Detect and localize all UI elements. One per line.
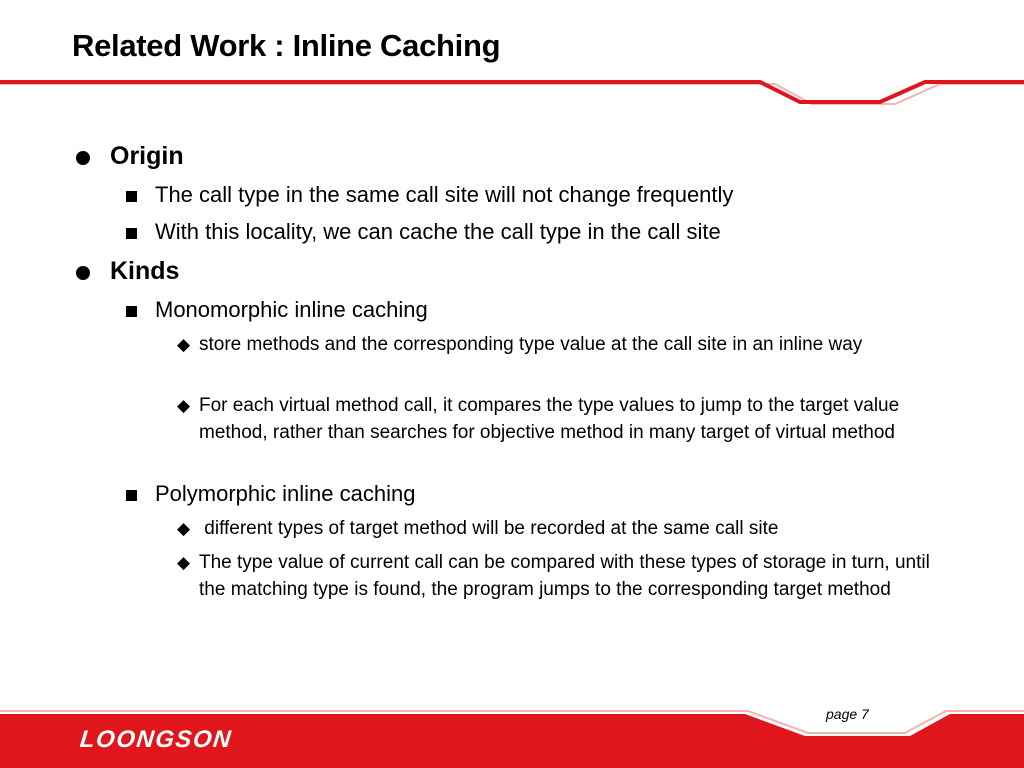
sub-list-item: For each virtual method call, it compares the type values to jump to the target value method, rather than searches for objective method in many target of virtual method bbox=[199, 395, 900, 443]
sub-list-item: The type value of current call can be compared with these types of storage in turn, until the matching type is found, the program jumps to the corresponding target method bbox=[199, 552, 930, 600]
sub-list-item: store methods and the corresponding type value at the call site in an inline way bbox=[199, 334, 863, 355]
filled-square-icon bbox=[126, 191, 137, 202]
filled-circle-icon bbox=[76, 151, 90, 165]
filled-circle-icon bbox=[76, 266, 90, 280]
page-number: page 7 bbox=[826, 706, 869, 722]
filled-square-icon bbox=[126, 306, 137, 317]
diamond-icon: ◆ bbox=[177, 396, 191, 415]
list-item: The call type in the same call site will not change frequently bbox=[155, 182, 734, 207]
section-heading-origin: Origin bbox=[110, 142, 184, 170]
sub-list-item: different types of target method will be recorded at the same call site bbox=[199, 518, 779, 539]
list-item: With this locality, we can cache the call type in the call site bbox=[155, 219, 721, 244]
diamond-icon: ◆ bbox=[177, 335, 191, 354]
list-item: Monomorphic inline caching bbox=[155, 297, 428, 322]
list-item: Polymorphic inline caching bbox=[155, 481, 416, 506]
diamond-icon: ◆ bbox=[177, 519, 191, 538]
loongson-logo: LOONGSON bbox=[78, 726, 234, 753]
section-heading-kinds: Kinds bbox=[110, 257, 180, 285]
filled-square-icon bbox=[126, 490, 137, 501]
diamond-icon: ◆ bbox=[177, 553, 191, 572]
filled-square-icon bbox=[126, 228, 137, 239]
slide-title: Related Work : Inline Caching bbox=[72, 28, 501, 63]
